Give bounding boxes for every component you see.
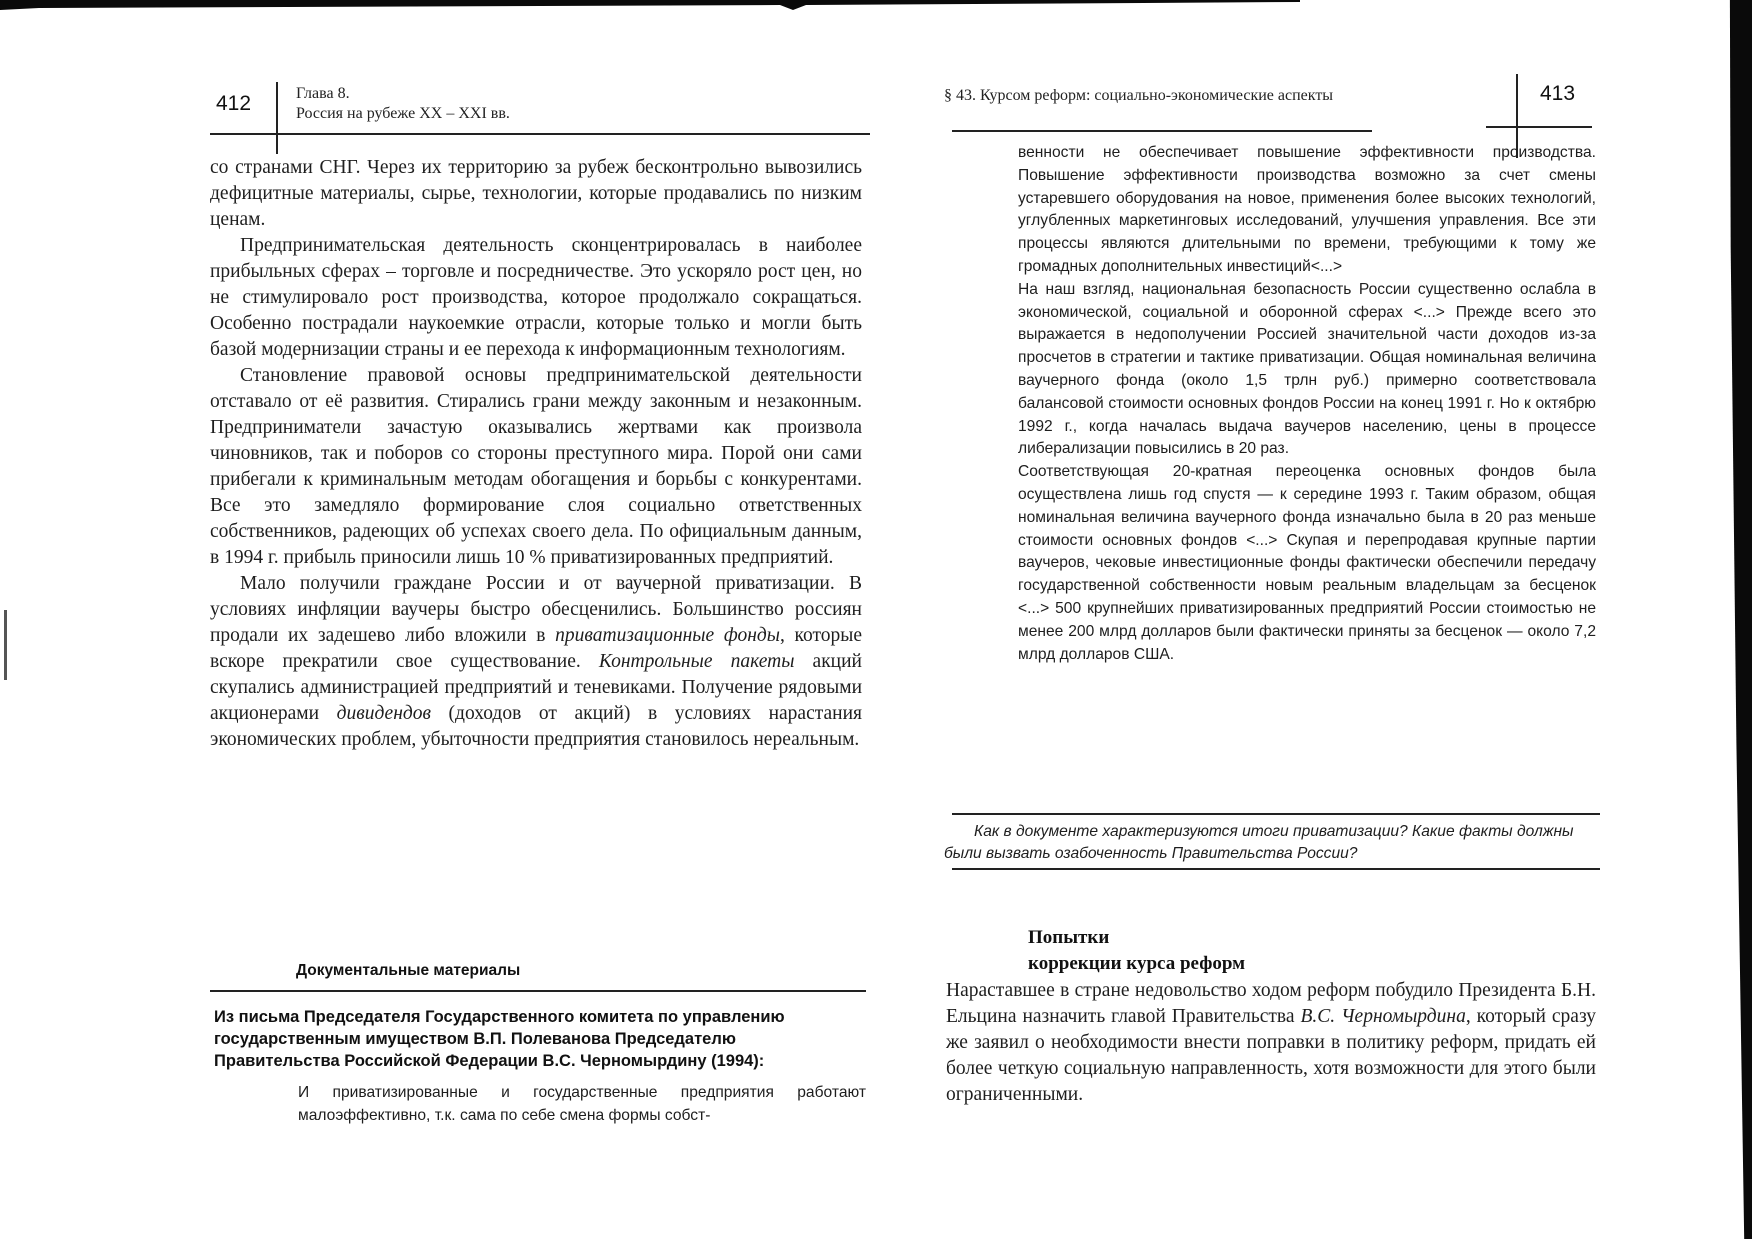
question-rule-bottom: [952, 868, 1600, 870]
document-excerpt-start: И приватизированные и государственные предприятия работают малоэффективно, т.к. сама по себе смена формы собст-: [298, 1084, 866, 1124]
section-title: [1028, 925, 1245, 977]
paragraph: Предпринимательская деятельность сконцентрировалась в наиболее прибыльных сферах – торговле и посредничестве. Это ускоряло рост цен, но не стимулировало рост производства, которое продолжало сокращаться. Особенно пострадали наукоемкие отрасли, которые только и могли быть базой модернизации страны и ее перехода к информационным технологиям.: [210, 235, 862, 360]
section-body: [946, 978, 1596, 1108]
page-number: 413: [1540, 82, 1576, 105]
paragraph: Становление правовой основы предпринимательской деятельности отставало от её развития. Стирались грани между законным и незаконным. Предприниматели зачастую оказывались жертвами как произвола чиновников, так и поборов со стороны преступного мира. Порой они сами прибегали к криминальным методам обогащения и борьбы с конкурентами. Все это замедляло формирование слоя социально ответственных собственников, радеющих об успехах своего дела. По официальным данным, в 1994 г. прибыль приносили лишь 10 % приватизированных предприятий.: [210, 365, 862, 568]
right-page: [876, 0, 1752, 1239]
paragraph-text: Нараставшее в стране недовольство ходом реформ побудило Президента Б.Н. Ельцина назначить главой Правительства: [946, 980, 1596, 1027]
paragraph-text: , которые вскоре прекратили свое существование.: [210, 625, 863, 672]
person-name: В.С. Черномырдина: [1300, 1006, 1466, 1027]
paragraph-text: Мало получили граждане России и от ваучерной приватизации. В условиях инфляции ваучеры быстро обесценились. Большинство россиян продали их задешево либо вложили в: [210, 573, 862, 646]
term-controlling-stakes: Контрольные пакеты: [598, 651, 795, 672]
running-head-chapter: Глава 8.: [296, 85, 350, 102]
documents-heading: Документальные материалы: [296, 962, 521, 979]
header-rule-right: [1486, 126, 1592, 128]
paragraph-text: , который сразу же заявил о необходимости внести поправки в политику реформ, придать ей более четкую социальную направленность, хотя возможности для этого были ограниченными.: [946, 1006, 1597, 1105]
paragraph-text: (доходов от акций) в условиях нарастания экономических проблем, убыточности предприятия становилось нереальным.: [210, 703, 862, 750]
review-question: Как в документе характеризуются итоги приватизации? Какие факты должны были вызвать озабоченность Правительства России?: [944, 823, 1574, 862]
term-privatization-funds: приватизационные фонды: [555, 625, 780, 646]
paragraph-text: акций скупались администрацией предприятий и теневиками. Получение рядовыми акционерами: [210, 651, 862, 724]
excerpt-paragraph: венности не обеспечивает повышение эффективности производства. Повышение эффективности производства возможно за счет смены устаревшего оборудования на новое, применения более высоких технологий, углубленных маркетинговых исследований, улучшения управления. Все эти процессы являются длительными по времени, требующими к тому же громадных дополнительных инвестиций<...>: [1018, 144, 1596, 275]
section-title-line: Попытки: [1028, 927, 1110, 948]
document-source-title: Из письма Председателя Государственного комитета по управлению государственным имуществом В.П. Полеванова Председателю Правительства Российской Федерации В.С. Черномырдину (1994):: [214, 1008, 785, 1070]
paragraph: со странами СНГ. Через их территорию за рубеж бесконтрольно вывозились дефицитные материалы, сырье, технологии, которые продавались по низким ценам.: [210, 157, 862, 230]
header-rule: [210, 133, 870, 135]
documents-rule: [210, 990, 866, 992]
header-rule: [952, 130, 1372, 132]
term-dividends: дивидендов: [336, 703, 431, 724]
document-excerpt: [1018, 142, 1596, 666]
header-vertical-rule: [276, 82, 278, 154]
excerpt-paragraph: Соответствующая 20-кратная переоценка основных фондов была осуществлена лишь год спустя — к середине 1993 г. Таким образом, общая номинальная величина ваучерного фонда изначально была в 20 раз меньше стоимости основных фондов <...> Скупая и перепродавая крупные партии ваучеров, чековые инвестиционные фонды фактически обеспечили передачу государственной собственности новым реальным владельцам за бесценок <...> 500 крупнейших приватизированных предприятий России стоимостью не менее 200 млрд долларов были фактически приняты за бесценок — около 7,2 млрд долларов США.: [1018, 463, 1596, 663]
running-head: [296, 84, 510, 124]
page-number: 412: [216, 92, 252, 115]
section-title-line: коррекции курса реформ: [1028, 953, 1246, 974]
running-head-chapter-title: Россия на рубеже XX – XXI вв.: [296, 105, 510, 122]
paragraph: [946, 978, 1596, 1108]
main-text: [210, 155, 862, 753]
running-head: § 43. Курсом реформ: социально-экономические аспекты: [944, 87, 1334, 104]
paragraph: [210, 571, 862, 753]
question-rule-top: [952, 813, 1600, 815]
excerpt-paragraph: На наш взгляд, национальная безопасность России существенно ослабла в экономической, социальной и оборонной сферах <...> Прежде всего это выражается в недополучении Россией значительной части доходов из-за просчетов в стратегии и тактике приватизации. Общая номинальная величина ваучерного фонда (около 1,5 трлн руб.) примерно соответствовала балансовой стоимости основных фондов России на конец 1991 г. Но к октябрю 1992 г., когда началась выдача ваучеров населению, цены в процессе либерализации повысились в 20 раз.: [1018, 280, 1596, 458]
